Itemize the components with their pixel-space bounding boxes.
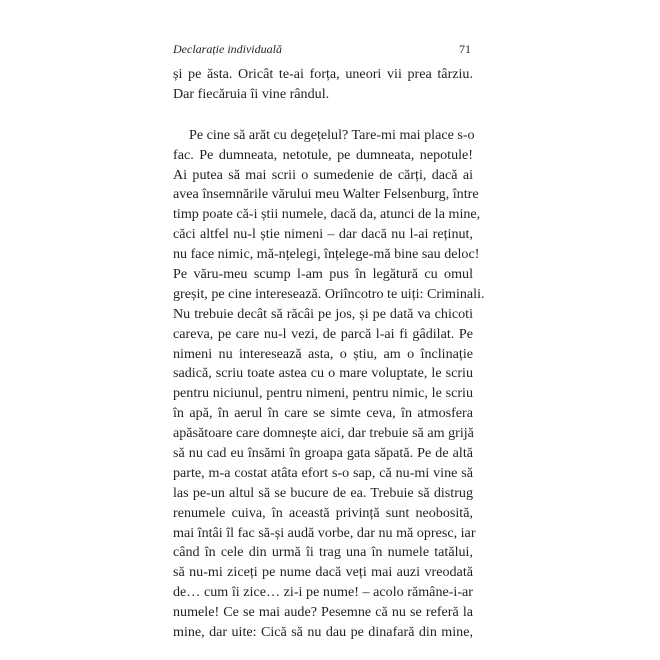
text-line: mai întâi îl fac să-și audă vorbe, dar nu mă opresc, iar bbox=[173, 524, 476, 541]
text-line: când în cele din urmă îi trag una în numele tatălui, bbox=[173, 544, 473, 561]
text-line: Pe văru-meu scump l-am pus în legătură cu omul bbox=[173, 266, 473, 283]
text-line: nu face nimic, mă-nțelegi, înțelege-mă bine sau deloc! bbox=[173, 246, 480, 263]
body-text bbox=[173, 65, 485, 643]
text-line: careva, pe care nu-l vezi, de parcă l-ai fi gâdilat. Pe bbox=[173, 325, 473, 342]
text-line: pentru niciunul, pentru nimeni, pentru nimic, le scriu bbox=[173, 385, 473, 402]
text-line: timp poate că-i știi numele, dacă da, atunci de la mine, bbox=[173, 206, 481, 223]
text-line: fac. Pe dumneata, netotule, pe dumneata, nepotule! bbox=[173, 146, 473, 163]
text-line: nimeni nu interesează asta, o știu, am o înclinație bbox=[173, 345, 473, 362]
text-line: căci altfel nu-l știe nimeni – dar dacă nu l-ai reținut, bbox=[173, 226, 473, 243]
text-line: Nu trebuie decât să răcâi pe jos, și pe dată va chicoti bbox=[173, 305, 473, 322]
text-line: apăsătoare care domnește aici, dar trebuie să am grijă bbox=[173, 425, 474, 442]
page-number: 71 bbox=[459, 42, 471, 56]
text-line: sadică, scriu toate astea cu o mare voluptate, le scriu bbox=[173, 365, 473, 382]
text-line: las pe-un altul să se bucure de ea. Trebuie să distrug bbox=[173, 484, 473, 501]
text-line: și pe ăsta. Oricât te-ai forța, uneori vii prea târziu. bbox=[173, 66, 473, 82]
text-line: să nu-mi ziceți pe nume dacă veți mai auzi vreodată bbox=[173, 564, 473, 581]
running-title: Declarație individuală bbox=[173, 42, 282, 56]
text-line: numele! Ce se mai aude? Pesemne că nu se referă la bbox=[173, 604, 473, 621]
text-line: în apă, în aerul în care se simte ceva, în atmosfera bbox=[173, 405, 473, 422]
text-line: renumele cuiva, în această privință sunt neobosită, bbox=[173, 504, 473, 521]
paragraph bbox=[173, 126, 485, 643]
text-line: mine, dar uite: Cică să nu dau pe dinafară din mine, bbox=[173, 624, 473, 641]
running-head bbox=[173, 40, 471, 58]
text-line: să nu cad eu însămi în groapa gata săpată. Pe de altă bbox=[173, 445, 473, 462]
text-line: de… cum îi zice… zi-i pe nume! – acolo rămâne-i-ar bbox=[173, 584, 473, 601]
paragraph-continued bbox=[173, 65, 473, 105]
paragraph-gap bbox=[173, 105, 473, 126]
text-line: Ai putea să mai scrii o sumedenie de cărți, dacă ai bbox=[173, 166, 473, 183]
text-line: Pe cine să arăt cu degețelul? Tare-mi mai place s-o bbox=[189, 126, 475, 143]
text-line: parte, m-a costat atâta efort s-o sap, că nu-mi vine să bbox=[173, 464, 473, 481]
text-line: avea însemnările vărului meu Walter Felsenburg, între bbox=[173, 186, 479, 203]
text-line: greșit, pe cine interesează. Oriîncotro te uiți: Criminali. bbox=[173, 285, 485, 302]
text-line: Dar fiecăruia îi vine rândul. bbox=[173, 85, 330, 102]
